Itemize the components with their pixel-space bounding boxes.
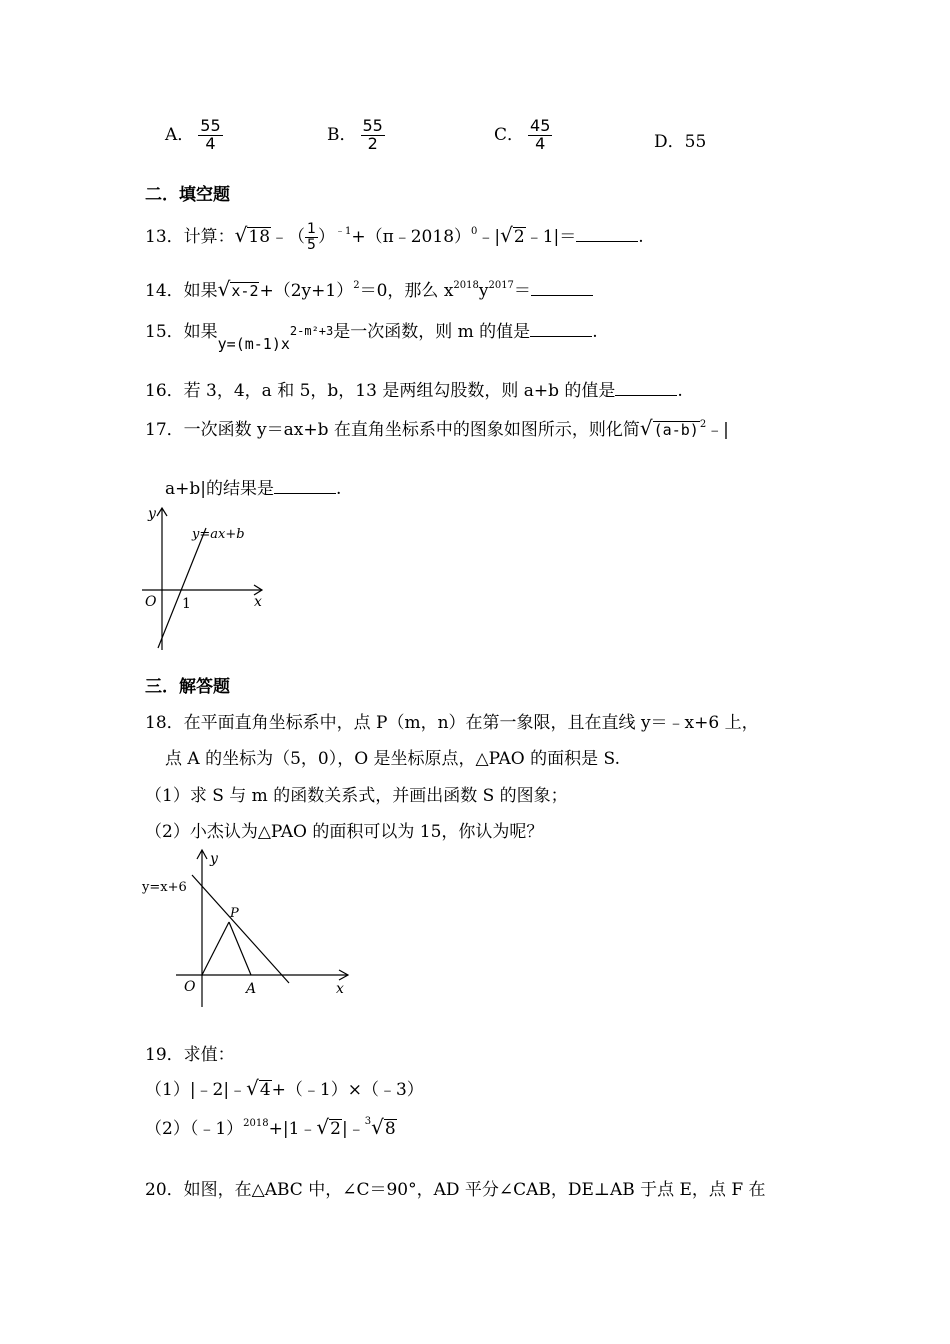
option-c-numerator: 45 [530,116,551,135]
answer-blank [615,381,677,396]
q19-p2-mid: +|1﹣ [268,1119,317,1139]
q17-radicand: (a-b) [653,421,699,439]
option-c [494,118,552,153]
option-d-value: 55 [684,132,707,152]
q17-line-1: 17．一次函数 y＝ax+b 在直角坐标系中的图象如图所示，则化简 [145,420,640,440]
sqrt-icon: √ [217,277,231,301]
question-17 [145,415,729,440]
question-17-line-2 [165,474,341,499]
graph18-point-a: A [246,981,257,997]
q18-part-1: （1）求 S 与 m 的函数关系式，并画出函数 S 的图象； [145,786,568,806]
q17-tail: . [336,479,342,499]
graph-18 [140,845,355,1015]
q18-line-2: 点 A 的坐标为（5，0），O 是坐标原点，△PAO 的面积是 S. [165,749,620,769]
answer-blank [576,227,638,242]
graph17-line-label: y=ax+b [192,527,245,542]
sqrt-icon: √ [234,223,248,247]
option-d-label: D． [654,132,685,152]
q15-function: y=(m-1)x [217,335,290,353]
q19-p1-suffix: +（﹣1）×（﹣3） [271,1080,424,1100]
graph18-segment-pa [229,922,251,975]
q19-part-2 [145,1114,397,1139]
graph17-origin: O [145,594,157,610]
q13-exponent-0: 0 [471,226,478,237]
q17-abs-open: ﹣| [706,420,729,440]
q13-end: ﹣1|＝ [525,227,577,247]
graph18-line-label: y=x+6 [142,880,187,895]
option-b-denominator: 2 [367,133,378,153]
q13-fraction-numerator: 1 [307,221,316,238]
q14-radicand: x-2 [231,282,259,300]
question-13: 13．计算：√18﹣（ $\frac{1}{5}$ ）$^{﹣1}$+（π﹣2018）$^0$﹣|√2﹣1|＝ . [145,221,644,253]
q14-exponent-y: 2017 [488,280,514,291]
q18-line-1: 18．在平面直角坐标系中，点 P（m，n）在第一象限，且在直线 y＝﹣x+6 上， [145,713,759,733]
sqrt-icon: √ [246,1076,259,1100]
answer-blank [274,479,336,494]
option-a-numerator: 55 [200,116,221,135]
q13-mid: +（π﹣2018） [351,227,472,247]
option-a-denominator: 4 [205,133,216,153]
q19-p2-bar: |﹣ [341,1119,365,1139]
q19-p2-root-index: 3 [364,1116,372,1127]
q19-p1-radicand: 4 [259,1080,271,1100]
q13-fraction-denominator: 5 [307,237,316,253]
q20-text: 20．如图，在△ABC 中，∠C＝90°，AD 平分∠CAB，DE⊥AB 于点 E，点 F 在 [145,1180,766,1200]
q14-end: ＝ [513,281,531,301]
sqrt-icon: √ [500,223,513,247]
q15-prefix: 15．如果 [145,322,218,342]
graph17-x-label: x [254,594,262,610]
q13-radicand-1: 18 [248,227,271,247]
graph18-x-label: x [336,981,344,997]
graph17-tick: 1 [182,596,191,612]
graph17-y-label: y [148,506,156,522]
option-c-label: C． [494,124,525,145]
q13-fraction [305,222,318,252]
q14-eq: ＝0，那么 x [359,281,454,301]
q19-p2-exponent: 2018 [243,1118,269,1129]
option-a-label: A． [165,124,195,145]
q19-title: 19．求值： [145,1045,235,1065]
q16-text: 16．若 3，4，a 和 5，b，13 是两组勾股数，则 a+b 的值是 [145,381,616,401]
q14-mid: +（2y+1） [259,281,354,301]
q19-p2-radicand-2: 8 [384,1119,396,1139]
q13-abs-open: ﹣| [477,227,501,247]
q19-p2-prefix: （2）（﹣1） [145,1119,244,1139]
graph18-segment-op [202,922,229,975]
graph-17 [140,500,280,655]
q15-tail: . [592,322,598,342]
option-b-label: B． [327,124,357,145]
graph18-point-p: P [230,906,239,921]
q19-part-1 [145,1075,424,1100]
question-15 [145,317,598,353]
option-d [654,127,706,152]
option-b-numerator: 55 [362,116,383,135]
answer-blank [530,322,592,337]
q18-part-2: （2）小杰认为△PAO 的面积可以为 15，你认为呢？ [145,822,544,842]
question-14 [145,276,593,301]
option-b-fraction [361,118,385,153]
q19-p2-radicand: 2 [330,1119,341,1139]
graph17-line [158,528,206,648]
section-title-fill-in: 二．填空题 [145,185,230,205]
q17-square: 2 [699,419,707,430]
question-16 [145,376,683,401]
q14-exponent-x: 2018 [453,280,479,291]
q14-y: y [478,281,489,301]
answer-blank [531,281,593,296]
q13-minus: ﹣（ [271,227,306,247]
cube-root-icon: √ [371,1115,384,1139]
sqrt-icon: √ [639,416,653,440]
graph18-y-label: y [210,851,218,867]
q13-tail: . [638,227,644,247]
option-c-fraction [528,118,552,153]
q13-prefix: 13．计算： [145,227,235,247]
q17-line-2: a+b|的结果是 [165,479,274,499]
q14-square: 2 [353,280,360,291]
sqrt-icon: √ [316,1115,330,1139]
q13-exponent-1: ﹣1 [334,226,352,237]
section-title-answer: 三．解答题 [145,677,230,697]
q19-p1-prefix: （1）|﹣2|﹣ [145,1080,247,1100]
option-a [165,118,223,153]
q15-suffix: 是一次函数，则 m 的值是 [333,322,531,342]
q14-prefix: 14．如果 [145,281,218,301]
option-c-denominator: 4 [535,133,546,153]
option-a-fraction [198,118,222,153]
q13-radicand-2: 2 [513,227,525,247]
graph18-origin: O [184,979,196,995]
q16-tail: . [677,381,683,401]
q15-exponent: 2-m²+3 [289,324,334,338]
option-b [327,118,385,153]
